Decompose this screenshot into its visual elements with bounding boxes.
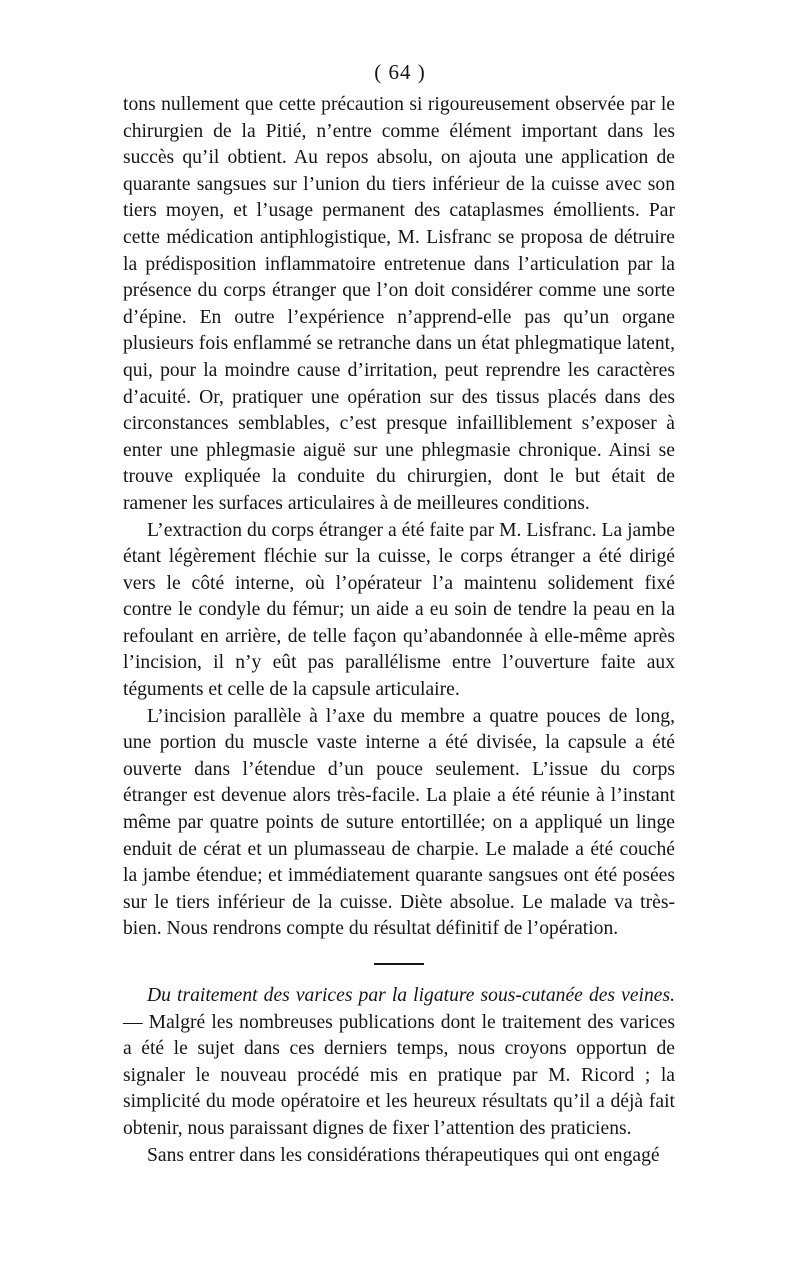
section-paragraph [123,983,675,1143]
paragraph: Sans entrer dans les considérations thérapeutiques qui ont engagé [147,1144,660,1166]
section-title: Du traitement des varices par la ligature sous-cutanée des veines. [147,985,675,1006]
paragraph: L’incision parallèle à l’axe du membre a quatre pouces de long, une portion du muscle vaste interne a été divisée, la capsule a été ouverte dans l’étendue d’un pouce seulement. L’issue du corps étranger est devenue alors très-facile. La plaie a été réunie à l’instant même par quatre points de suture entortillée; on a appliqué un linge enduit de cérat et un plumasseau de charpie. Le malade a été couché la jambe étendue; et immédiatement quarante sangsues ont été posées sur le tiers inférieur de la cuisse. Diète absolue. Le malade va très-bien. Nous rendrons compte du résultat définitif de l’opération. [123,705,675,940]
page-number: ( 64 ) [374,60,426,84]
paragraph: L’extraction du corps étranger a été faite par M. Lisfranc. La jambe étant légèrement fléchie sur la cuisse, le corps étranger a été dirigé vers le côté interne, où l’opérateur l’a maintenu solidement fixé contre le condyle du fémur; un aide a eu soin de tendre la peau en la refoulant en arrière, de telle façon qu’abandonnée à elle-même après l’incision, il n’y eût pas parallélisme entre l’ouverture faite aux téguments et celle de la capsule articulaire. [123,519,675,701]
text-column [123,92,675,1169]
section-body: — Malgré les nombreuses publications dont le traitement des varices a été le sujet dans ces derniers temps, nous croyons opportun de signaler le nouveau procédé mis en pratique par M. Ricord ; la simplicité du mode opératoire et les heureux résultats qu’il a déjà fait obtenir, nous paraissant dignes de fixer l’attention des praticiens. [123,1011,675,1139]
section-divider [374,963,424,965]
paragraph: tons nullement que cette précaution si rigoureusement observée par le chirurgien de la Pitié, n’entre comme élément important dans les succès qu’il obtient. Au repos absolu, on ajouta une application de quarante sangsues sur l’union du tiers inférieur de la cuisse avec son tiers moyen, et l’usage permanent des cataplasmes émollients. Par cette médication antiphlogistique, M. Lisfranc se proposa de détruire la prédisposition inflammatoire entretenue dans l’articulation par la présence du corps étranger que l’on doit considérer comme une sorte d’épine. En outre l’expérience n’apprend-elle pas qu’un organe plusieurs fois enflammé se retranche dans un état phlegmatique latent, qui, pour la moindre cause d’irritation, peut reprendre les caractères d’acuité. Or, pratiquer une opération sur des tissus placés dans des circonstances semblables, c’est presque infailliblement s’exposer à enter une phlegmasie aiguë sur une phlegmasie chronique. Ainsi se trouve expliquée la conduite du chirurgien, dont le but était de ramener les surfaces articulaires à de meilleures conditions. [123,94,675,514]
